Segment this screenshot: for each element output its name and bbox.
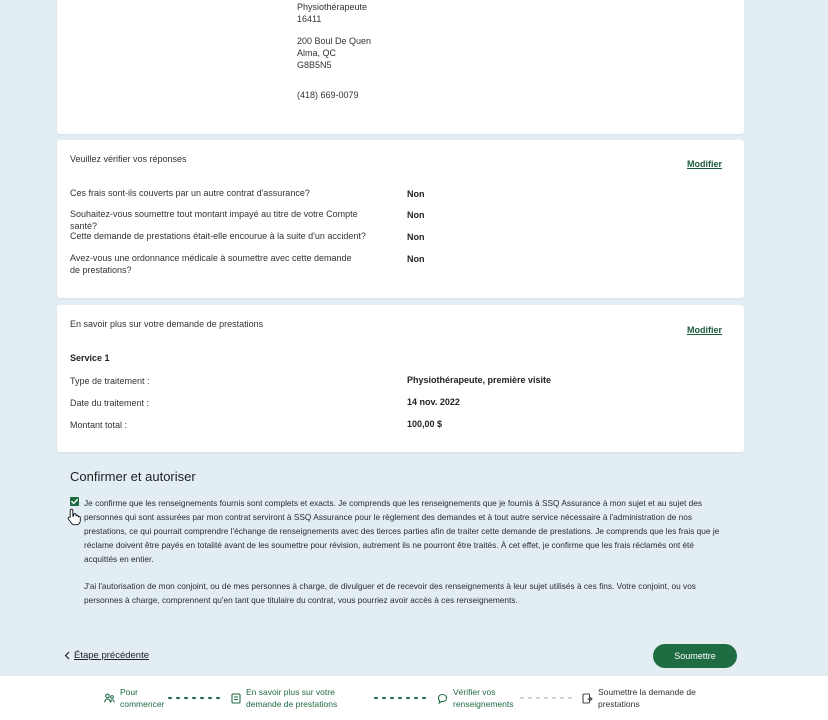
step-3-label: Vérifier vos renseignements <box>453 687 514 709</box>
claim-card-title: En savoir plus sur votre demande de prestations <box>70 319 264 329</box>
claim-modify-link[interactable]: Modifier <box>687 325 722 335</box>
question-answer-4: Non <box>407 254 425 264</box>
provider-phone: (418) 669-0079 <box>297 90 359 100</box>
provider-city: Alma, QC <box>297 48 337 58</box>
previous-step-link[interactable] <box>64 650 149 661</box>
provider-card <box>57 0 744 134</box>
authorization-paragraph-1: Je confirme que les renseignements fournis sont complets et exacts. Je comprends que les renseignements que je fournis à SSQ Assurance à mon sujet et au sujet des personnes qui sont assurées par mon contrat serviront à SSQ Assurance pour le règlement des demandes et à tout autre service nécessaire à l'administration de nos prestations, ce qui pourrait comprendre l'échange de renseignements avec des tierces parties afin de traiter cette demande de prestations. Je comprends que les frais que je réclame doivent être payés en totalité avant de les soumettre pour révision, autrement ils ne pourront être traités. À cet effet, je confirme que les frais réclamés ont été acquittés en entier. <box>84 498 720 564</box>
total-amount-value: 100,00 $ <box>407 419 443 429</box>
confirm-section-title: Confirmer et autoriser <box>70 469 196 484</box>
service-title: Service 1 <box>70 353 110 363</box>
authorization-paragraph-2: J'ai l'autorisation de mon conjoint, ou de mes personnes à charge, de divulguer et de recevoir des renseignements à leur sujet utilisés à ces fins. Votre conjoint, ou vos personnes à charge, comprennent qu'en tant que titulaire du contrat, vous pourriez avoir accès à ces renseignements. <box>84 581 696 605</box>
provider-number: 16411 <box>297 14 322 24</box>
question-label-1: Ces frais sont-ils couverts par un autre contrat d'assurance? <box>70 188 310 198</box>
question-label-4: Avez-vous une ordonnance médicale à soumettre avec cette demande de prestations? <box>70 253 352 275</box>
confirm-checkbox[interactable] <box>70 497 79 506</box>
submit-button[interactable]: Soumettre <box>653 644 737 668</box>
verify-modify-link[interactable]: Modifier <box>687 159 722 169</box>
verify-answers-card <box>57 140 744 298</box>
question-answer-2: Non <box>407 210 425 220</box>
progress-stepper <box>0 676 828 720</box>
step-connector-3 <box>520 697 578 699</box>
question-answer-1: Non <box>407 189 425 199</box>
people-icon <box>104 693 115 704</box>
step-4-label: Soumettre la demande de prestations <box>598 687 696 709</box>
question-label-2: Souhaitez-vous soumettre tout montant impayé au titre de votre Compte santé? <box>70 209 358 231</box>
step-connector-2 <box>374 697 432 699</box>
check-icon <box>70 497 79 506</box>
hand-pointer-cursor-icon <box>67 508 81 526</box>
submit-document-icon <box>582 693 593 704</box>
chevron-left-icon <box>64 651 70 660</box>
claim-details-card <box>57 305 744 452</box>
treatment-type-label: Type de traitement : <box>70 376 150 386</box>
provider-postal: G8B5N5 <box>297 60 332 70</box>
provider-street: 200 Boul De Quen <box>297 36 372 46</box>
document-icon <box>231 693 241 704</box>
step-2-label: En savoir plus sur votre demande de prestations <box>246 687 338 709</box>
treatment-date-value: 14 nov. 2022 <box>407 397 460 407</box>
step-1-label: Pour commencer <box>120 687 165 709</box>
chat-bubble-icon <box>437 693 448 704</box>
question-answer-3: Non <box>407 232 425 242</box>
treatment-type-value: Physiothérapeute, première visite <box>407 375 552 385</box>
treatment-date-label: Date du traitement : <box>70 398 150 408</box>
step-connector-1 <box>168 697 226 699</box>
question-label-3: Cette demande de prestations était-elle encourue à la suite d'un accident? <box>70 231 366 241</box>
total-amount-label: Montant total : <box>70 420 128 430</box>
provider-specialty: Physiothérapeute <box>297 2 368 12</box>
verify-card-title: Veuillez vérifier vos réponses <box>70 154 187 164</box>
previous-step-label: Étape précédente <box>74 650 150 661</box>
